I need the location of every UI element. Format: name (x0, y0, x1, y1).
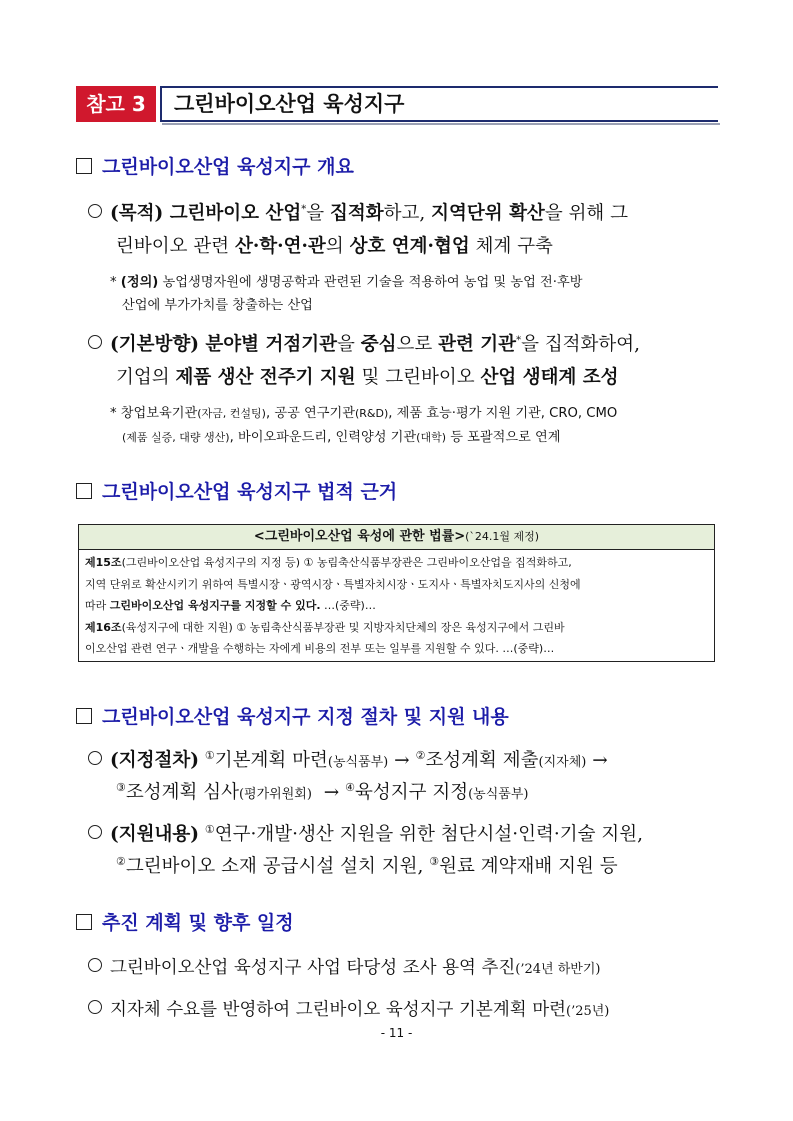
reference-tag: 참고 3 (76, 86, 156, 122)
bullet-support-line2: ②그린바이오 소재 공급시설 설치 지원, ③원료 계약재배 지원 등 (116, 854, 618, 877)
circle-bullet-icon (88, 335, 102, 349)
section-heading-plan: 추진 계획 및 향후 일정 (76, 908, 294, 935)
circle-bullet-icon (88, 204, 102, 218)
note-institutions-line2: (제품 실증, 대량 생산), 바이오파운드리, 인력양성 기관(대학) 등 포괄적으로 연계 (122, 430, 561, 445)
circle-bullet-icon (88, 751, 102, 765)
square-bullet-icon (76, 483, 92, 499)
bullet-purpose-line2: 린바이오 관련 산·학·연·관의 상호 연계·협업 체계 구축 (116, 236, 553, 257)
law-excerpt-title: <그린바이오산업 육성에 관한 법률>(`24.1월 제정) (79, 525, 714, 550)
article-15-line2: 지역 단위로 확산시키기 위하여 특별시장ㆍ광역시장ㆍ특별자치시장ㆍ도지사ㆍ특별자치도지사의 신청에 (85, 577, 581, 591)
circle-bullet-icon (88, 825, 102, 839)
square-bullet-icon (76, 914, 92, 930)
bullet-designation-line1: (지정절차) ①기본계획 마련(농식품부) → ②조성계획 제출(지자체) → (88, 746, 608, 772)
bullet-direction-line1: (기본방향) 분야별 거점기관을 중심으로 관련 기관*을 집적화하여, (88, 330, 640, 356)
law-excerpt-body (85, 552, 708, 660)
note-definition-line2: 산업에 부가가치를 창출하는 산업 (122, 298, 313, 313)
header-bottom-rule (160, 120, 718, 122)
note-definition-line1: * (정의) 농업생명자원에 생명공학과 관련된 기술을 적용하여 농업 및 농업 전·후방 (110, 275, 583, 290)
circle-bullet-icon (88, 1000, 102, 1014)
bullet-direction-line2: 기업의 제품 생산 전주기 지원 및 그린바이오 산업 생태계 조성 (116, 367, 619, 388)
page-number: - 11 - (380, 1026, 413, 1040)
article-15-line3: 따라 그린바이오산업 육성지구를 지정할 수 있다. …(중략)… (85, 599, 376, 612)
bullet-support-line1: (지원내용) ①연구·개발·생산 지원을 위한 첨단시설·인력·기술 지원, (88, 820, 643, 846)
section-heading-overview: 그린바이오산업 육성지구 개요 (76, 152, 354, 179)
article-15-line1: 제15조(그린바이오산업 육성지구의 지정 등) ① 농림축산식품부장관은 그린바이오산업을 집적화하고, (85, 556, 572, 569)
law-excerpt-box (78, 524, 715, 662)
circle-bullet-icon (88, 958, 102, 972)
article-16-line1: 제16조(육성지구에 대한 지원) ① 농림축산식품부장관 및 지방자치단체의 장은 육성지구에서 그린바 (85, 620, 565, 634)
plan-item-2: 지자체 수요를 반영하여 그린바이오 육성지구 기본계획 마련(’25년) (88, 996, 609, 1021)
bullet-designation-line2: ③조성계획 심사(평가위원회) → ④육성지구 지정(농식품부) (116, 780, 529, 803)
note-institutions-line1: * 창업보육기관(자금, 컨설팅), 공공 연구기관(R&D), 제품 효능·평가 지원 기관, CRO, CMO (110, 406, 618, 421)
section-header (76, 86, 718, 124)
section-heading-legal-basis: 그린바이오산업 육성지구 법적 근거 (76, 477, 397, 504)
header-shadow-rule (162, 123, 720, 125)
square-bullet-icon (76, 158, 92, 174)
plan-item-1: 그린바이오산업 육성지구 사업 타당성 조사 용역 추진(’24년 하반기) (88, 954, 601, 979)
bullet-purpose-line1: (목적) 그린바이오 산업*을 집적화하고, 지역단위 확산을 위해 그 (88, 199, 628, 225)
article-16-line2: 이오산업 관련 연구ㆍ개발을 수행하는 자에게 비용의 전부 또는 일부를 지원할 수 있다. …(중략)… (85, 642, 555, 655)
page-title: 그린바이오산업 육성지구 (174, 92, 405, 116)
section-heading-procedure: 그린바이오산업 육성지구 지정 절차 및 지원 내용 (76, 702, 509, 729)
header-left-rule (160, 86, 162, 122)
square-bullet-icon (76, 708, 92, 724)
